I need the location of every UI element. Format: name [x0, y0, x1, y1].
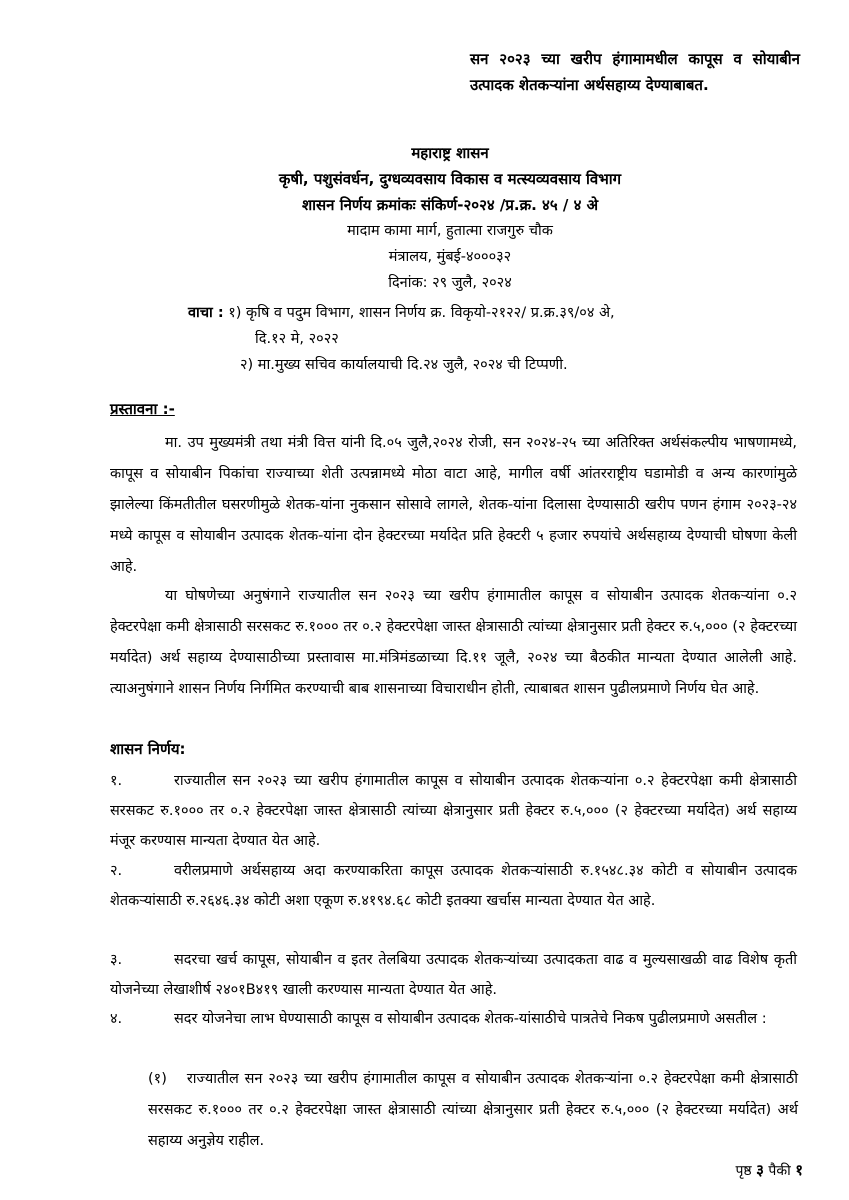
- reference-1: [188, 300, 788, 326]
- page-number: ३: [756, 1161, 764, 1179]
- page-footer: [735, 1160, 803, 1180]
- references: [188, 300, 788, 378]
- government-name: महाराष्ट्र शासन: [411, 144, 489, 162]
- decision-item-4: [110, 1004, 797, 1034]
- address-line-1: मादाम कामा मार्ग, हुतात्मा राजगुरु चौक: [347, 223, 553, 239]
- reference-1-line-2: दि.१२ मे, २०२२: [255, 331, 339, 347]
- decision-item-2: [110, 856, 797, 916]
- decision-item-text: वरीलप्रमाणे अर्थसहाय्य अदा करण्याकरिता कापूस उत्पादक शेतकऱ्यांसाठी रु.१५४८.३४ कोटी व सोयाबीन उत्पादक शेतकऱ्यांसाठी रु.२६४६.३४ कोटी अशा एकूण रु.४१९४.६८ कोटी इतक्या खर्चास मान्यता देण्यात येत आहे.: [110, 863, 797, 909]
- criteria-item-1: [148, 1064, 798, 1157]
- criteria-item-text: राज्यातील सन २०२३ च्या खरीप हंगामातील कापूस व सोयाबीन उत्पादक शेतकऱ्यांना ०.२ हेक्टरपेक्षा कमी क्षेत्रासाठी सरसकट रु.१००० तर ०.२ हेक्टरपेक्षा जास्त क्षेत्रासाठी त्यांच्या क्षेत्रानुसार प्रती हेक्टर रु.५,००० (२ हेक्टरच्या मर्यादेत) अर्थ सहाय्य अनुज्ञेय राहील.: [148, 1071, 798, 1149]
- decision-item-number: २.: [110, 863, 123, 879]
- letterhead: [110, 140, 790, 296]
- page-mid: पैकी: [763, 1163, 796, 1179]
- reference-1-line-1: १) कृषि व पदुम विभाग, शासन निर्णय क्र. विकृयो-२१२२/ प्र.क्र.३९/०४ अे,: [223, 305, 615, 321]
- preamble-paragraph-2: या घोषणेच्या अनुषंगाने राज्यातील सन २०२३ च्या खरीप हंगामातील कापूस व सोयाबीन उत्पादक शेतकऱ्यांना ०.२ हेक्टरपेक्षा कमी क्षेत्रासाठी सरसकट रु.१००० तर ०.२ हेक्टरपेक्षा जास्त क्षेत्रासाठी त्यांच्या क्षेत्रानुसार प्रती हेक्टर रु.५,००० (२ हेक्टरच्या मर्यादेत) अर्थ सहाय्य देण्यासाठीच्या प्रस्तावास मा.मंत्रिमंडळाच्या दि.११ जूलै, २०२४ च्या बैठकीत मान्यता देण्यात आलेली आहे. त्याअनुषंगाने शासन निर्णय निर्गमित करण्याची बाब शासनाच्या विचाराधीन होती, त्याबाबत शासन पुढीलप्रमाणे निर्णय घेत आहे.: [110, 588, 797, 697]
- references-label: वाचा :: [188, 305, 224, 321]
- address-line-2: मंत्रालय, मुंबई-४०००३२: [388, 249, 512, 265]
- decision-item-text: सदरचा खर्च कापूस, सोयाबीन व इतर तेलबिया उत्पादक शेतकऱ्यांच्या उत्पादकता वाढ व मुल्यसाखळी वाढ विशेष कृती योजनेच्या लेखाशीर्ष २४०१B४१९ खाली करण्यास मान्यता देण्यात येत आहे.: [110, 952, 797, 998]
- decision-item-number: ४.: [110, 1011, 123, 1027]
- decision-item-text: राज्यातील सन २०२३ च्या खरीप हंगामातील कापूस व सोयाबीन उत्पादक शेतकऱ्यांना ०.२ हेक्टरपेक्षा कमी क्षेत्रासाठी सरसकट रु.१००० तर ०.२ हेक्टरपेक्षा जास्त क्षेत्रासाठी त्यांच्या क्षेत्रानुसार प्रती हेक्टर रु.५,००० (२ हेक्टरच्या मर्यादेत) अर्थ सहाय्य मंजूर करण्यास मान्यता देण्यात येत आहे.: [110, 773, 797, 849]
- reference-2: २) मा.मुख्य सचिव कार्यालयाची दि.२४ जुलै, २०२४ ची टिप्पणी.: [240, 357, 568, 373]
- criteria-item-number: (१): [148, 1071, 167, 1087]
- page-prefix: पृष्ठ: [735, 1163, 757, 1179]
- decision-item-3: [110, 945, 797, 1005]
- decision-item-number: ३.: [110, 952, 123, 968]
- decision-item-1: [110, 766, 797, 856]
- preamble-heading: प्रस्तावना :-: [110, 400, 175, 418]
- decision-item-number: १.: [110, 773, 123, 789]
- gr-number: शासन निर्णय क्रमांकः संकिर्ण-२०२४ /प्र.क्र. ४५ / ४ अे: [301, 196, 599, 214]
- decision-item-text: सदर योजनेचा लाभ घेण्यासाठी कापूस व सोयाबीन उत्पादक शेतक-यांसाठीचे पात्रतेचे निकष पुढीलप्रमाणे असतील :: [174, 1011, 767, 1027]
- preamble-paragraph-1: मा. उप मुख्यमंत्री तथा मंत्री वित्त यांनी दि.०५ जुलै,२०२४ रोजी, सन २०२४-२५ च्या अतिरिक्त अर्थसंकल्पीय भाषणामध्ये, कापूस व सोयाबीन पिकांचा राज्याच्या शेती उत्पन्नामध्ये मोठा वाटा आहे, मागील वर्षी आंतरराष्ट्रीय घडामोडी व अन्य कारणांमुळे झालेल्या किंमतीतील घसरणीमुळे शेतक-यांना नुकसान सोसावे लागले, शेतक-यांना दिलासा देण्यासाठी खरीप पणन हंगाम २०२३-२४ मध्ये कापूस व सोयाबीन उत्पादक शेतक-यांना दोन हेक्टरच्या मर्यादेत प्रति हेक्टरी ५ हजार रुपयांचे अर्थसहाय्य देण्याची घोषणा केली आहे.: [110, 435, 797, 575]
- subject-line: सन २०२३ च्या खरीप हंगामामधील कापूस व सोयाबीन उत्पादक शेतकऱ्यांना अर्थसहाय्य देण्याबाबत.: [470, 50, 800, 94]
- issue-date: दिनांक: २९ जुलै, २०२४: [388, 275, 512, 291]
- decision-heading: शासन निर्णय:: [110, 740, 186, 758]
- page-total: १: [795, 1161, 803, 1179]
- department-name: कृषी, पशुसंवर्धन, दुग्धव्यवसाय विकास व मत्स्यव्यवसाय विभाग: [278, 170, 622, 188]
